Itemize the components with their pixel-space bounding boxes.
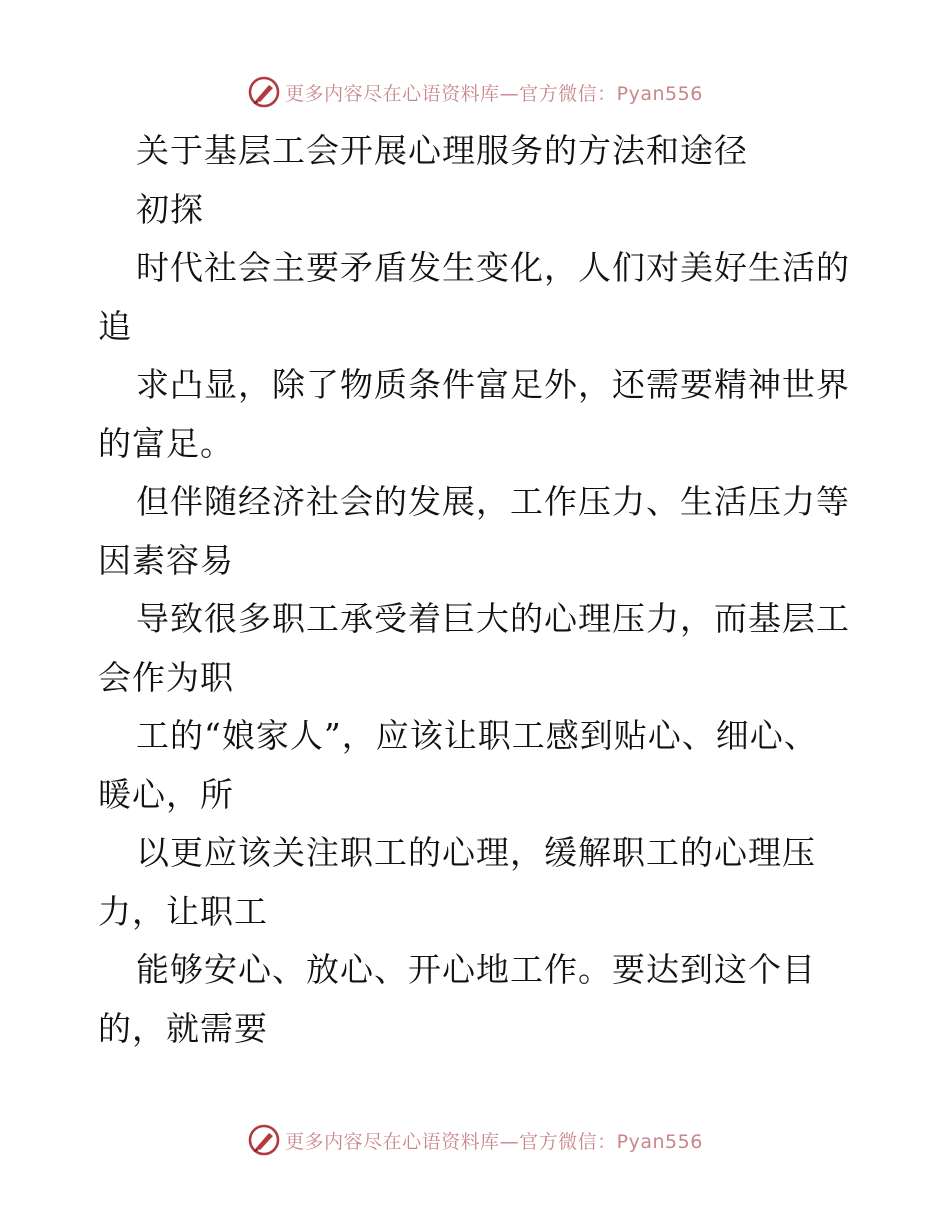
paragraph-line: 暖心，所 (98, 774, 234, 814)
paragraph-line: 但伴随经济社会的发展，工作压力、生活压力等 (136, 482, 850, 521)
paragraph-line: 因素容易 (98, 540, 234, 580)
paragraph-line: 求凸显，除了物质条件富足外，还需要精神世界 (136, 365, 850, 404)
footer-watermark (0, 1120, 950, 1160)
watermark-text: 更多内容尽在心语资料库—官方微信：Pyan556 (285, 82, 703, 105)
paragraph-line: 以更应该关注职工的心理，缓解职工的心理压 (136, 833, 816, 872)
paragraph-line: 时代社会主要矛盾发生变化，人们对美好生活的 (136, 248, 850, 287)
watermark-text: 更多内容尽在心语资料库—官方微信：Pyan556 (285, 1130, 703, 1153)
header-watermark (0, 72, 950, 112)
document-title-line-2: 初探 (136, 189, 204, 229)
paragraph-line: 的，就需要 (98, 1008, 268, 1048)
paragraph-line: 能够安心、放心、开心地工作。要达到这个目 (136, 950, 816, 989)
document-title-line-1: 关于基层工会开展心理服务的方法和途径 (136, 131, 748, 170)
paragraph-line: 力，让职工 (98, 891, 268, 931)
paragraph-line: 追 (98, 306, 132, 346)
paragraph-line: 的富足。 (98, 423, 234, 463)
document-body (98, 122, 858, 1058)
paragraph-line: 会作为职 (98, 657, 234, 697)
paragraph-line: 导致很多职工承受着巨大的心理压力，而基层工 (136, 599, 850, 638)
paragraph-line: 工的“娘家人”，应该让职工感到贴心、细心、 (136, 716, 818, 755)
red-pen-seal-icon (247, 1123, 281, 1157)
red-pen-seal-icon (247, 75, 281, 109)
